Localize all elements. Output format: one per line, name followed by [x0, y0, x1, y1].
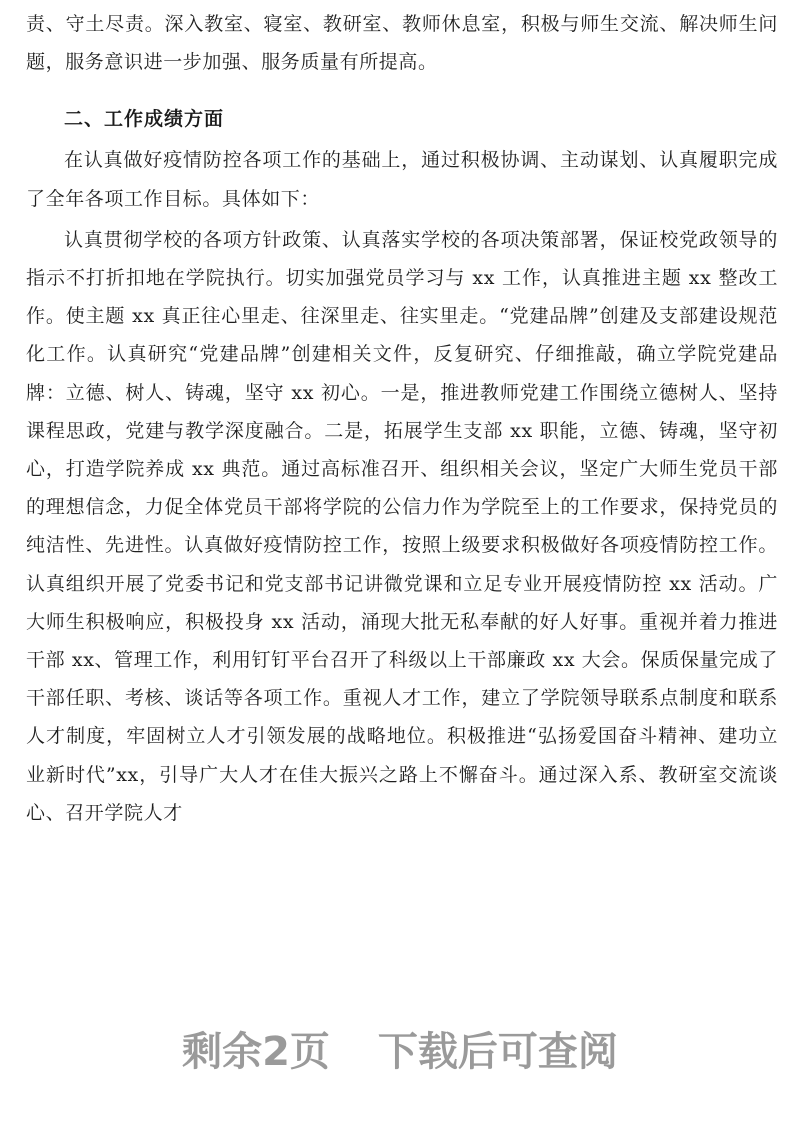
document-body	[26, 0, 778, 832]
download-to-view-label: 下载后可查阅	[377, 1029, 618, 1075]
download-banner[interactable]	[0, 1020, 800, 1084]
intro-paragraph: 责、守土尽责。深入教室、寝室、教研室、教师休息室，积极与师生交流、解决师生问题，服务意识进一步加强、服务质量有所提高。	[26, 13, 778, 74]
section-heading: 二、工作成绩方面	[64, 108, 225, 131]
paragraph-summary: 在认真做好疫情防控各项工作的基础上，通过积极协调、主动谋划、认真履职完成了全年各项工作目标。具体如下：	[26, 149, 778, 210]
paragraph-details: 认真贯彻学校的各项方针政策、认真落实学校的各项决策部署，保证校党政领导的指示不打折扣地在学院执行。切实加强党员学习与 xx 工作，认真推进主题 xx 整改工作。使主题 xx 真正往心里走、往深里走、往实里走。“党建品牌”创建及支部建设规范化工作。认真研究“党建品牌”创建相关文件，反复研究、仔细推敲，确立学院党建品牌：立德、树人、铸魂，坚守 xx 初心。一是，推进教师党建工作围绕立德树人、坚持课程思政，党建与教学深度融合。二是，拓展学生支部 xx 职能，立德、铸魂，坚守初心，打造学院养成 xx 典范。通过高标准召开、组织相关会议，坚定广大师生党员干部的理想信念，力促全体党员干部将学院的公信力作为学院至上的工作要求，保持党员的纯洁性、先进性。认真做好疫情防控工作，按照上级要求积极做好各项疫情防控工作。认真组织开展了党委书记和党支部书记讲微党课和立足专业开展疫情防控 xx 活动。广大师生积极响应，积极投身 xx 活动，涌现大批无私奉献的好人好事。重视并着力推进干部 xx、管理工作，利用钉钉平台召开了科级以上干部廉政 xx 大会。保质保量完成了干部任职、考核、谈话等各项工作。重视人才工作，建立了学院领导联系点制度和联系人才制度，牢固树立人才引领发展的战略地位。积极推进“弘扬爱国奋斗精神、建功立业新时代”xx，引导广大人才在佳大振兴之路上不懈奋斗。通过深入系、教研室交流谈心、召开学院人才	[26, 228, 778, 824]
remaining-pages-label: 剩余2页	[182, 1029, 330, 1075]
